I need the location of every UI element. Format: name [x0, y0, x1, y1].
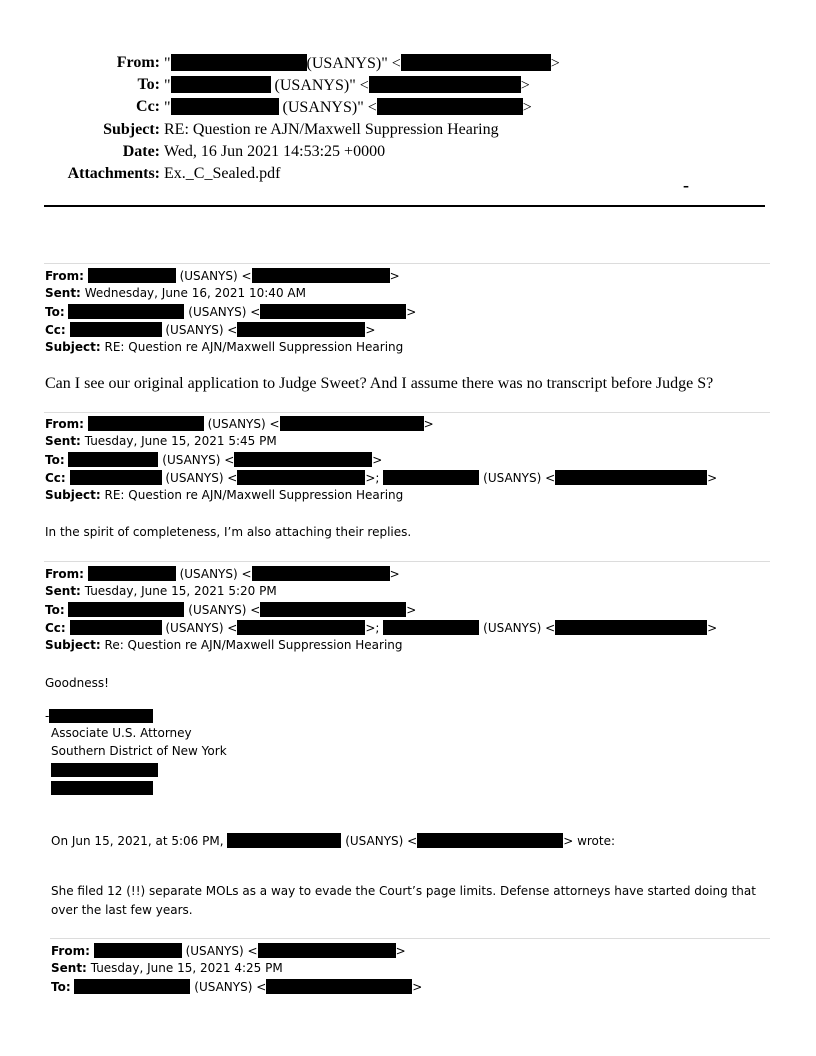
- separator: [44, 561, 770, 562]
- quoted-intro: On Jun 15, 2021, at 5:06 PM, (USANYS) < > wrote:: [51, 834, 616, 848]
- signature-title: Associate U.S. Attorney: [51, 726, 192, 740]
- redaction: [266, 979, 412, 994]
- quoted-body-line-1: She filed 12 (!!) separate MOLs as a way to evade the Court’s page limits. Defense attorneys have started doing that: [51, 884, 756, 898]
- email-3-from: From: (USANYS) < >: [45, 567, 400, 581]
- redaction: [237, 322, 365, 337]
- attachments-label: Attachments:: [67, 165, 160, 182]
- to-label: To:: [137, 76, 160, 93]
- redaction: [234, 452, 372, 467]
- email-3-cc: Cc: (USANYS) < >; (USANYS) < >: [45, 621, 718, 635]
- email-2-from: From: (USANYS) < >: [45, 417, 434, 431]
- from-value: " (USANYS)" < >: [164, 55, 560, 72]
- cc-label: Cc:: [136, 98, 160, 115]
- cc-value: " (USANYS)" < >: [164, 99, 532, 116]
- redaction: [70, 620, 162, 635]
- email-1-from: From: (USANYS) < >: [45, 269, 400, 283]
- redaction: [171, 98, 279, 115]
- redaction: [68, 452, 158, 467]
- redaction: [51, 781, 153, 795]
- email-2-cc: Cc: (USANYS) < >; (USANYS) < >: [45, 471, 718, 485]
- email-3-to: To: (USANYS) < >: [45, 603, 417, 617]
- redaction: [88, 416, 204, 431]
- date-label: Date:: [122, 143, 160, 160]
- redaction: [377, 98, 523, 115]
- separator: [44, 263, 770, 264]
- email-1-body: Can I see our original application to Judge Sweet? And I assume there was no transcript before Judge S?: [45, 375, 714, 392]
- redaction: [417, 833, 563, 848]
- quoted-body-line-2: over the last few years.: [51, 903, 193, 917]
- redaction: [70, 322, 162, 337]
- from-label: From:: [116, 54, 160, 71]
- dash-mark: -: [683, 175, 689, 195]
- email-4-to: To: (USANYS) < >: [51, 980, 423, 994]
- signature-name: -: [45, 709, 153, 723]
- redaction: [555, 620, 707, 635]
- email-1-sent: Sent: Wednesday, June 16, 2021 10:40 AM: [45, 286, 306, 300]
- redaction: [383, 470, 479, 485]
- subject-value: RE: Question re AJN/Maxwell Suppression Hearing: [164, 121, 499, 138]
- subject-label: Subject:: [103, 121, 160, 138]
- redaction: [51, 763, 158, 777]
- redaction: [88, 566, 176, 581]
- email-3-sent: Sent: Tuesday, June 15, 2021 5:20 PM: [45, 584, 277, 598]
- email-2-body: In the spirit of completeness, I’m also attaching their replies.: [45, 525, 412, 539]
- email-2-to: To: (USANYS) < >: [45, 453, 383, 467]
- redaction: [74, 979, 190, 994]
- redaction: [88, 268, 176, 283]
- redaction: [49, 709, 153, 723]
- date-value: Wed, 16 Jun 2021 14:53:25 +0000: [164, 143, 386, 160]
- email-2-subject: Subject: RE: Question re AJN/Maxwell Suppression Hearing: [45, 488, 404, 502]
- signature-office: Southern District of New York: [51, 744, 227, 758]
- redaction: [70, 470, 162, 485]
- header-divider: [44, 205, 765, 207]
- redaction: [401, 54, 551, 71]
- redaction: [171, 54, 307, 71]
- to-value: " (USANYS)" < >: [164, 77, 530, 94]
- email-4-from: From: (USANYS) < >: [51, 944, 406, 958]
- redaction: [260, 602, 406, 617]
- attachment-link[interactable]: Ex._C_Sealed.pdf: [164, 165, 281, 182]
- email-4-sent: Sent: Tuesday, June 15, 2021 4:25 PM: [51, 961, 283, 975]
- redaction: [227, 833, 341, 848]
- redaction: [252, 268, 390, 283]
- redaction: [258, 943, 396, 958]
- redaction: [171, 76, 271, 93]
- redaction: [383, 620, 479, 635]
- separator: [50, 938, 770, 939]
- redaction: [68, 602, 184, 617]
- email-1-subject: Subject: RE: Question re AJN/Maxwell Suppression Hearing: [45, 340, 404, 354]
- separator: [44, 412, 770, 413]
- redaction: [252, 566, 390, 581]
- redaction: [237, 470, 365, 485]
- redaction: [555, 470, 707, 485]
- redaction: [237, 620, 365, 635]
- email-2-sent: Sent: Tuesday, June 15, 2021 5:45 PM: [45, 434, 277, 448]
- email-3-subject: Subject: Re: Question re AJN/Maxwell Suppression Hearing: [45, 638, 403, 652]
- email-1-cc: Cc: (USANYS) < >: [45, 323, 376, 337]
- email-1-to: To: (USANYS) < >: [45, 305, 417, 319]
- redaction: [94, 943, 182, 958]
- redaction: [68, 304, 184, 319]
- redaction: [369, 76, 521, 93]
- redaction: [260, 304, 406, 319]
- redaction: [280, 416, 424, 431]
- email-3-body: Goodness!: [45, 676, 109, 690]
